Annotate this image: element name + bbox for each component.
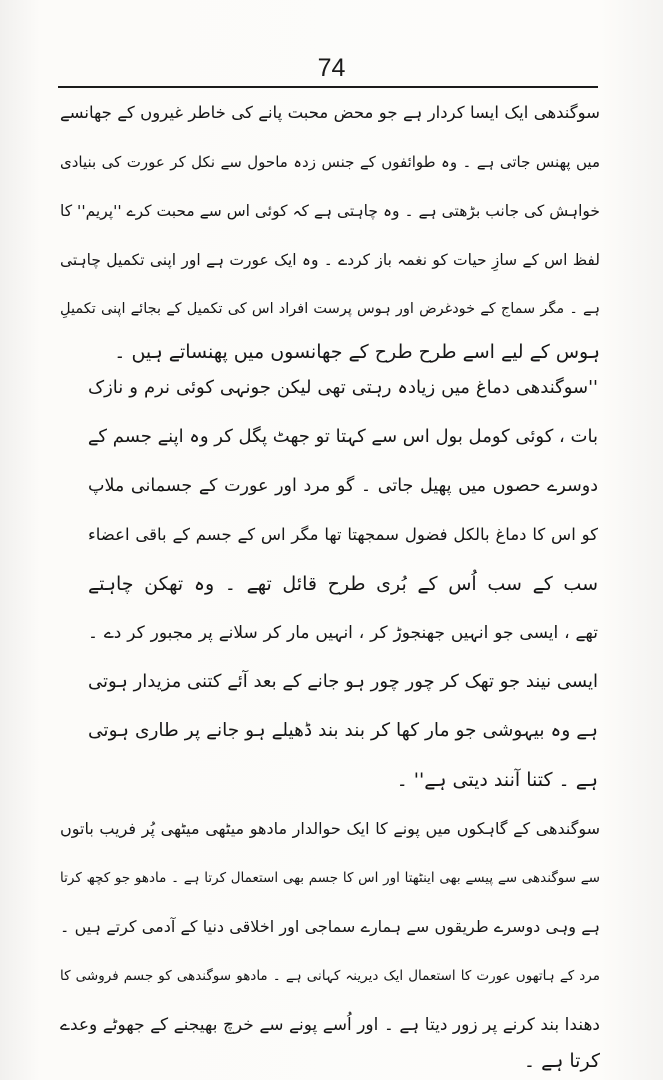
paragraph-2-line-4: مرد کے ہاتھوں عورت کا استعمال ایک دیرینہ کہانی ہے ۔ مادھو سوگندھی کو جسم فروشی کا: [60, 968, 600, 984]
paragraph-1-line-6: ہوس کے لیے اسے طرح طرح کے جھانسوں میں پھنساتے ہیں ۔: [114, 341, 600, 363]
quote-line-2: بات ، کوئی کومل بول اس سے کہتا تو جھٹ پگل کر وہ اپنے جسم کے: [88, 426, 598, 447]
paragraph-2-line-3: ہے وہی دوسرے طریقوں سے ہمارے سماجی اور اخلاقی دنیا کے آدمی کرتے ہیں ۔: [60, 917, 600, 936]
paragraph-2-line-5: دھندا بند کرنے پر زور دیتا ہے ۔ اور اُسے پونے سے خرچ بھیجنے کے جھوٹے وعدے: [60, 1015, 600, 1035]
quote-line-1: ''سوگندھی دماغ میں زیادہ رہتی تھی لیکن جونہی کوئی نرم و نازک: [88, 377, 598, 398]
quote-line-9: ہے ۔ کتنا آنند دیتی ہے'' ۔: [396, 769, 598, 791]
paragraph-1-line-1: سوگندھی ایک ایسا کردار ہے جو محض محبت پانے کی خاطر غیروں کے جھانسے: [60, 103, 600, 122]
quote-line-5: سب کے سب اُس کے بُری طرح قائل تھے ۔ وہ تھکن چاہتے: [88, 573, 598, 595]
quote-line-8: ہے وہ بیہوشی جو مار کھا کر بند بند ڈھیلے ہو جانے پر طاری ہوتی: [88, 720, 598, 741]
quote-line-4: کو اس کا دماغ بالکل فضول سمجھتا تھا مگر اس کے جسم کے باقی اعضاء: [88, 525, 598, 544]
quote-line-3: دوسرے حصوں میں پھیل جاتی ۔ گو مرد اور عورت کے جسمانی ملاپ: [88, 476, 598, 496]
paragraph-1-line-5: ہے ۔ مگر سماج کے خودغرض اور ہوس پرست افراد اس کی تکمیل کے بجائے اپنی تکمیلِ: [60, 301, 600, 317]
paragraph-1-line-2: میں پھنس جاتی ہے ۔ وہ طوائفوں کے جنس زدہ ماحول سے نکل کر عورت کی بنیادی: [60, 153, 600, 171]
paragraph-1-line-3: خواہش کی جانب بڑھتی ہے ۔ وہ چاہتی ہے کہ کوئی اس سے محبت کرے ''پریم'' کا: [60, 202, 600, 220]
paragraph-1-line-4: لفظ اس کے سازِ حیات کو نغمہ باز کردے ۔ وہ ایک عورت ہے اور اپنی تکمیل چاہتی: [60, 251, 600, 269]
paragraph-2-line-6: کرتا ہے ۔: [523, 1050, 600, 1072]
quote-line-7: ایسی نیند جو تھک کر چور چور ہو جانے کے بعد آئے کتنی مزیدار ہوتی: [88, 671, 598, 692]
paragraph-2-line-2: سے سوگندھی سے پیسے بھی اینٹھتا اور اس کا جسم بھی استعمال کرتا ہے ۔ مادھو جو کچھ کرتا: [60, 870, 600, 886]
paragraph-2-line-1: سوگندھی کے گاہکوں میں پونے کا ایک حوالدار مادھو میٹھی میٹھی پُر فریب باتوں: [60, 819, 600, 838]
quote-line-6: تھے ، ایسی جو انہیں جھنجوڑ کر ، انہیں مار کر سلانے پر مجبور کر دے ۔: [88, 623, 598, 643]
page-number: 74: [317, 54, 346, 82]
header-rule: [58, 86, 598, 88]
